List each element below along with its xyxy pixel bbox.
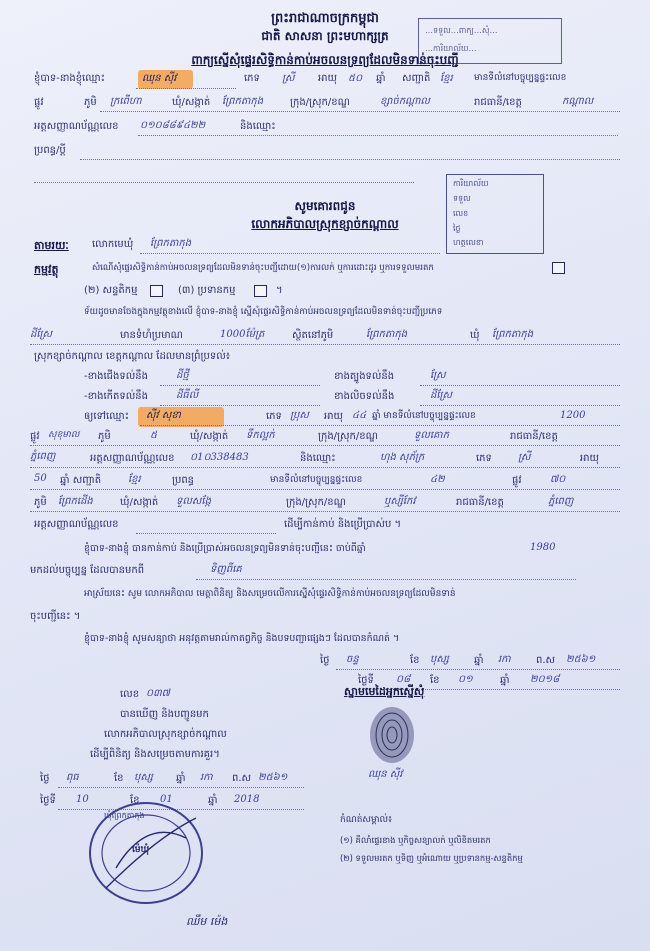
fill-line — [30, 445, 620, 446]
left-line3: ដើម្បីពិនិត្យ និងសម្រេចតាមការគួរ។ — [90, 749, 220, 760]
recipient-age: ៤៤ — [352, 410, 367, 421]
recipient-age2-label: អាយុ — [580, 453, 600, 464]
fill-line — [34, 182, 414, 183]
district-value: ខ្សាច់កណ្ដាល — [380, 96, 430, 107]
solar-year: ២០១៨ — [530, 674, 560, 685]
recipient-house: 1200 — [560, 410, 586, 421]
solar-label: ថ្ងៃទី — [358, 675, 374, 686]
id-number: ០១០៨៨៩៤២២ — [140, 120, 206, 131]
stamp-text: ទទួល — [453, 194, 471, 203]
recipient-id-label: អត្តសញ្ញាណប័ណ្ណលេខ — [90, 453, 175, 464]
recipient-province2-label: រាជធានី/ខេត្ត — [456, 497, 504, 508]
corner-stamp-text: …ទទួល…ពាក្យ…សុំ… — [425, 26, 498, 35]
left-era1-label: ព.ស — [232, 773, 252, 784]
left-date1-label: ថ្ងៃ — [40, 773, 50, 784]
recipient-gender2: ស្រី — [518, 452, 531, 463]
request-text: អាស្រ័យនេះ សូម លោកអភិបាល មេត្តាពិនិត្យ និងសម្រេចលើការស្នើសុំផ្ទេរសិទ្ធិកាន់កាប់អចលនទ្រព្យដែលមិនទាន់ — [84, 589, 456, 599]
left-year2: 2018 — [234, 794, 260, 805]
lunar-day: ចន្ទ — [346, 654, 359, 665]
recipient-street-label: ផ្លូវ — [30, 431, 40, 442]
recipient-province: ភ្នំពេញ — [30, 451, 56, 462]
land-type: ដីស្រែ — [30, 329, 53, 340]
recipient-province2: ភ្នំពេញ — [548, 496, 574, 507]
office-stamp — [446, 174, 544, 254]
via-value: ព្រែកតាកុង — [150, 238, 192, 249]
recipient-village: ៥ — [150, 430, 158, 441]
era-value: ២៥៦១ — [566, 654, 596, 665]
area-value: 1000ម៉ែត្រ — [220, 329, 265, 340]
kingdom-heading: ព្រះរាជាណាចក្រកម្ពុជា — [271, 11, 379, 26]
gender-value: ស្រី — [282, 73, 295, 84]
recipient-age2: 50 — [34, 473, 47, 484]
and-name-label: និងឈ្មោះ — [240, 121, 276, 132]
left-date2: 10 — [76, 794, 89, 805]
addressed-authority: លោកអភិបាលស្រុកខ្សាច់កណ្តាល — [251, 217, 399, 231]
stamp-text: លេខ — [453, 209, 469, 218]
fill-line — [136, 88, 236, 89]
fill-line — [160, 405, 320, 406]
recipient-spouse-label: ប្រពន្ធ — [172, 475, 195, 486]
lunar-month: បុស្ស — [430, 654, 449, 665]
subject-option3: (៣) ប្រទានកម្ម — [178, 285, 236, 296]
era-label: ព.ស — [536, 655, 556, 666]
ref-no-label: លេខ — [120, 689, 140, 700]
south-value: ស្រែ — [430, 370, 446, 381]
street-label: ផ្លូវ — [34, 97, 44, 108]
body-commune-label: ឃុំ — [470, 330, 480, 341]
solar-month-label: ខែ — [430, 675, 440, 686]
recipient-gender-label: ភេទ — [266, 411, 282, 422]
recipient-address-label: ឆ្នាំ មានទីលំនៅបច្ចុប្បន្នផ្ទះលេខ — [372, 411, 476, 421]
recipient-house2: ៤២ — [430, 474, 445, 485]
solar-day: ០៨ — [396, 674, 411, 685]
subject-text: សំណើសុំផ្ទេរសិទ្ធិកាន់កាប់អចលនទ្រព្យដែលមិនទាន់ចុះបញ្ជីដោយ(១)ការលក់ ឬការដោះដូរ ឬការទទួលមរតក — [92, 263, 434, 273]
recipient-village2: ព្រែកដើង — [58, 496, 93, 507]
addressed-respectfully: សូមគោរពជូន — [294, 199, 356, 213]
left-year1-label: ឆ្នាំ — [176, 773, 186, 784]
solar-year-label: ឆ្នាំ — [500, 675, 510, 686]
recipient-nat-label: ឆ្នាំ សញ្ជាតិ — [60, 475, 102, 486]
village-label: ភូមិ — [84, 97, 97, 108]
east-value: ដីធីលី — [176, 390, 199, 401]
solar-month: ០១ — [458, 674, 473, 685]
left-year1: រកា — [200, 772, 213, 783]
north-value: ដីថ្មី — [176, 370, 189, 381]
fill-line — [196, 579, 576, 580]
east-label: -ខាងកើតទល់នឹង — [84, 391, 148, 402]
lunar-month-label: ខែ — [410, 655, 420, 666]
recipient-id2-label: អត្តសញ្ញាណប័ណ្ណលេខ — [34, 519, 119, 530]
fill-line — [420, 405, 620, 406]
west-value: ដីស្រែ — [430, 390, 453, 401]
nationality-label: សញ្ជាតិ — [402, 73, 431, 84]
commune-value: ព្រែកតាកុង — [222, 96, 264, 107]
address-label: មានទីលំនៅបច្ចុប្បន្នផ្ទះលេខ — [474, 73, 567, 83]
fill-line — [30, 489, 620, 490]
fill-line — [420, 385, 620, 386]
left-line1: បានឃើញ និងបញ្ជូនមក — [120, 709, 209, 720]
history-text: ខ្ញុំបាទ-នាងខ្ញុំ បានកាន់កាប់ និងប្រើប្រាស់អចលនទ្រព្យមិនទាន់ចុះបញ្ជីនេះ ចាប់ពីឆ្នាំ — [84, 543, 366, 554]
fill-line — [136, 533, 276, 534]
fill-line — [138, 135, 618, 136]
subject-option2: (២) សន្ទតិកម្ម — [84, 285, 138, 296]
body-commune: ព្រែកតាកុង — [492, 329, 534, 340]
recipient-district-label: ក្រុង/ស្រុក/ខណ្ឌ — [318, 431, 378, 442]
fill-line — [30, 467, 620, 468]
applicant-label: ខ្ញុំបាទ-នាងខ្ញុំឈ្មោះ — [34, 73, 105, 84]
history-source: ទិញពីគេ — [210, 564, 242, 575]
body-paragraph: ទ័យដូចមានចែងក្នុងកម្មវត្ថុខាងលើ ខ្ញុំបាទ-នាងខ្ញុំ ស្នើសុំផ្ទេរសិទ្ធិកាន់កាប់អចលនទ្រព្យដែលមិនទាន់ចុះបញ្ជីប្រភេទ — [84, 307, 443, 317]
recipient-purpose: ដើម្បីកាន់កាប់ និងប្រើប្រាស់ប ។ — [284, 519, 402, 530]
signer-name: ឈឹម ម៉េង — [186, 915, 228, 928]
recipient-commune-label: ឃុំ/សង្កាត់ — [190, 431, 229, 442]
recipient-district2: ឬស្សីកែវ — [384, 496, 416, 507]
applicant-name: ឈុន ស៊ីវ — [142, 73, 177, 84]
recipient-village2-label: ភូមិ — [34, 497, 47, 508]
recipient-commune: ទឹកល្អក់ — [246, 430, 275, 441]
fill-line — [140, 425, 620, 426]
subject-end: ។ — [276, 285, 283, 296]
recipient-name: ស៊ីវ សុខា — [146, 410, 181, 421]
village-value: ក្រពើហា — [110, 96, 142, 107]
district-line: ស្រុកខ្សាច់កណ្ដាល ខេត្តកណ្ដាល ដែលមានព្រំប្រទល់៖ — [34, 351, 231, 362]
recipient-street2-label: ផ្លូវ — [512, 475, 522, 486]
fill-line — [160, 385, 320, 386]
recipient-district2-label: ក្រុង/ស្រុក/ខណ្ឌ — [286, 497, 346, 508]
fill-line — [30, 511, 620, 512]
motto-heading: ជាតិ សាសនា ព្រះមហាក្សត្រ — [261, 29, 389, 43]
id-label: អត្តសញ្ញាណប័ណ្ណលេខ — [34, 121, 119, 132]
recipient-province-label: រាជធានី/ខេត្ត — [510, 431, 558, 442]
age-label: អាយុ — [318, 73, 338, 84]
nationality-value: ខ្មែរ — [440, 73, 453, 84]
province-label: រាជធានី/ខេត្ត — [474, 97, 522, 108]
thumbprint-name: ឈុន ស៊ីវ — [368, 769, 403, 780]
left-year2-label: ឆ្នាំ — [208, 795, 218, 806]
history-year: 1980 — [530, 542, 556, 553]
corner-stamp-text: …ការិយាល័យ… — [425, 44, 477, 53]
recipient-age-label: អាយុ — [324, 411, 344, 422]
left-line2: លោកអភិបាលស្រុកខ្សាច់កណ្តាល — [104, 729, 227, 740]
stamp-text: ការិយាល័យ — [453, 179, 489, 188]
left-date1: ពុធ — [66, 772, 79, 783]
lunar-label: ថ្ងៃ — [320, 655, 330, 666]
left-month2-label: ខែ — [130, 795, 140, 806]
left-month2: 01 — [160, 794, 173, 805]
recipient-id: ០1០338483 — [190, 452, 249, 463]
recipient-and-name-label: និងឈ្មោះ — [300, 453, 336, 464]
recipient-address2-label: មានទីលំនៅបច្ចុប្បន្នផ្ទះលេខ — [270, 475, 363, 485]
recipient-village-label: ភូមិ — [98, 431, 111, 442]
lunar-year: រកា — [498, 654, 511, 665]
age-value: ៥០ — [348, 73, 363, 84]
fill-line — [140, 253, 440, 254]
left-date2-label: ថ្ងៃទី — [40, 795, 56, 806]
recipient-commune2-label: ឃុំ/សង្កាត់ — [120, 497, 159, 508]
checkbox-option2[interactable] — [150, 285, 163, 297]
notes-title: កំណត់សម្គាល់៖ — [340, 815, 393, 825]
note-1: (១) គីលាំផ្ទេរខាង ឬកិច្ចសន្យាលក់ ឬលិខិតមរតក — [340, 835, 491, 845]
north-label: -ខាងជើងទល់នឹង — [84, 371, 148, 382]
recipient-spouse: ហុង សុភ័ក្រ — [380, 452, 425, 463]
history-text2: មកដល់បច្ចុប្បន្ន ដែលបានមកពី — [30, 565, 145, 576]
seal-center: ម៉េឃុំ — [132, 845, 150, 855]
pledge-text: ខ្ញុំបាទ-នាងខ្ញុំ សូមសន្យាថា អនុវត្តតាមរាល់កាតព្វកិច្ច និងបទបញ្ជាផ្សេងៗ ដែលបានកំណត់ ។ — [84, 633, 400, 644]
fill-line — [58, 787, 304, 788]
stamp-text: ហត្ថលេខា — [453, 238, 484, 247]
via-label: តាមរយៈ — [34, 239, 69, 252]
province-value: កណ្ដាល — [562, 96, 594, 107]
spouse-label: ប្រពន្ធ/ប្ដី — [34, 145, 66, 156]
thumbprint-heading: ស្នាមមេដៃអ្នកស្នើសុំ — [344, 685, 425, 698]
south-label: ខាងត្បូងទល់នឹង — [334, 371, 395, 382]
gender-label: ភេទ — [244, 73, 260, 84]
area-label: មានទំហំប្រមាណ — [120, 330, 183, 341]
commune-label: ឃុំ/សង្កាត់ — [172, 97, 211, 108]
recipient-district: ទួលគោក — [414, 430, 449, 441]
seal-text: ឃុំព្រែកតាកុង — [104, 811, 145, 820]
ref-no-value: ០៣៧ — [146, 688, 170, 699]
recipient-nat: ខ្មែរ — [128, 474, 141, 485]
fill-line — [100, 111, 620, 112]
fill-line — [30, 344, 620, 345]
west-label: ខាងលិចទល់នឹង — [334, 391, 395, 402]
request-text2: ចុះបញ្ជីនេះ ។ — [30, 611, 81, 622]
left-era1: ២៥៦១ — [258, 772, 288, 783]
checkbox-option1[interactable] — [552, 262, 565, 274]
document-title: ពាក្យស្នើសុំផ្ទេរសិទ្ធិកាន់កាប់អចលនទ្រព្យដែលមិនទាន់ចុះបញ្ជី — [191, 53, 459, 67]
via-text: លោកមេឃុំ — [92, 239, 134, 250]
checkbox-option3[interactable] — [254, 285, 267, 297]
recipient-commune2: ទួលសង្កែ — [176, 496, 211, 507]
thumbprint-image — [364, 704, 420, 766]
district-label: ក្រុង/ស្រុក/ខណ្ឌ — [290, 97, 350, 108]
recipient-street2: ៧០ — [550, 474, 566, 485]
left-month1-label: ខែ — [114, 773, 124, 784]
note-2: (២) ទទួលមរតក ឬទិញ ឬអំណោយ ឬប្រទានកម្ម-សន្ទតិកម្ម — [340, 853, 523, 863]
left-month1: បុស្ស — [134, 772, 153, 783]
fill-line — [336, 669, 620, 670]
recipient-label: ឲ្យទៅឈ្មោះ — [84, 411, 129, 422]
recipient-street: សុខុមាល — [48, 430, 80, 440]
recipient-gender2-label: ភេទ — [476, 453, 492, 464]
located-label: ស្ថិតនៅភូមិ — [292, 330, 334, 341]
located-village: ព្រែកតាកុង — [366, 329, 408, 340]
age-unit: ឆ្នាំ — [376, 73, 386, 84]
recipient-gender: ប្រុស — [290, 410, 309, 421]
lunar-year-label: ឆ្នាំ — [474, 655, 484, 666]
fill-line — [80, 159, 620, 160]
stamp-text: ថ្ងៃ — [453, 224, 461, 233]
subject-label: កម្មវត្ថុ — [34, 263, 59, 276]
